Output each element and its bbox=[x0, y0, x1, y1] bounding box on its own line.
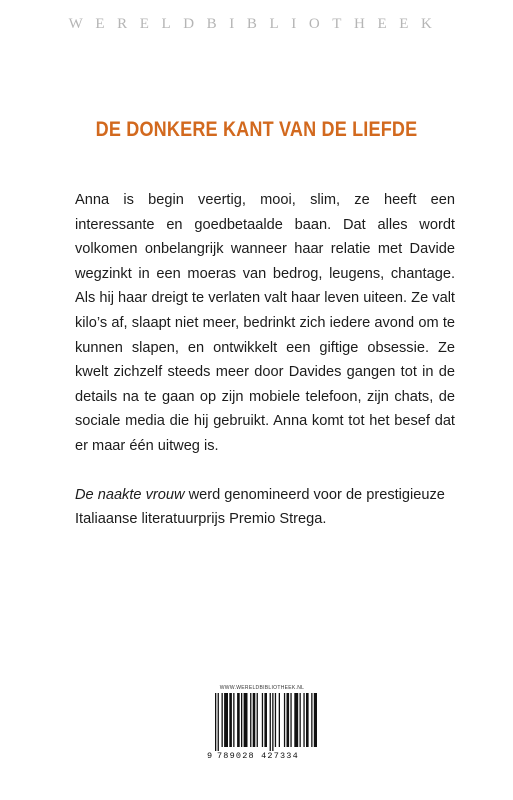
barcode-bar bbox=[300, 693, 301, 747]
barcode-bar bbox=[257, 693, 258, 747]
blurb-paragraph-1: Anna is begin veertig, mooi, slim, ze heeft een interessante en goedbetaalde baan. Dat alles wordt volkomen onbelangrijk wanneer haar relatie met Davide wegzinkt in een moeras van bedrog, leugens, chantage. Als hij haar dreigt te verlaten valt haar leven uiteen. Ze valt kilo’s af, slaapt niet meer, bedrinkt zich iedere avond om te kunnen slapen, en ontwikkelt een giftige obsessie. Ze kwelt zichzelf steeds meer door Davides gangen tot in de details na te gaan op zijn mobiele telefoon, zijn chats, de sociale media die hij gebruikt. Anna komt tot het besef dat er maar één uitweg is. bbox=[75, 192, 455, 454]
blurb-paragraph-2 bbox=[75, 483, 455, 532]
barcode-bar bbox=[233, 693, 234, 747]
barcode-icon bbox=[207, 693, 317, 751]
barcode-bar bbox=[294, 693, 298, 747]
barcode-bar bbox=[275, 693, 276, 747]
nomination-text: werd genomineerd voor de prestigieuze Italiaanse literatuurprijs Premio Strega. bbox=[75, 486, 445, 528]
barcode-bar bbox=[290, 693, 291, 747]
barcode-bar bbox=[229, 693, 232, 747]
blurb-headline: DE DONKERE KANT VAN DE LIEFDE bbox=[95, 118, 418, 141]
barcode-bar bbox=[272, 693, 273, 751]
barcode-bar bbox=[284, 693, 285, 747]
publisher-url: WWW.WERELDBIBLIOTHEEK.NL bbox=[219, 685, 305, 691]
barcode-bar bbox=[222, 693, 223, 747]
barcode-bar bbox=[270, 693, 271, 751]
barcode-bar bbox=[224, 693, 228, 747]
barcode-bar bbox=[237, 693, 240, 747]
barcode-bar bbox=[244, 693, 248, 747]
publisher-name: WERELDBIBLIOTHEEK bbox=[68, 16, 445, 32]
barcode-bar bbox=[279, 693, 280, 747]
isbn-digits: 789028 427334 bbox=[217, 751, 299, 761]
barcode-bar bbox=[250, 693, 251, 747]
barcode-block bbox=[207, 685, 317, 772]
barcode-bar bbox=[303, 693, 304, 747]
isbn-lead-digit: 9 bbox=[207, 751, 213, 761]
blurb-text bbox=[75, 188, 455, 532]
barcode-bar bbox=[311, 693, 312, 747]
barcode-bar bbox=[253, 693, 256, 747]
barcode-bar bbox=[241, 693, 242, 747]
barcode-bar bbox=[264, 693, 267, 747]
barcode-bar bbox=[306, 693, 309, 747]
barcode-bar bbox=[218, 693, 219, 751]
barcode-bar bbox=[314, 693, 317, 747]
book-title: De naakte vrouw bbox=[75, 486, 185, 503]
barcode-bar bbox=[287, 693, 290, 747]
barcode-bar bbox=[215, 693, 216, 751]
barcode-bar bbox=[262, 693, 263, 747]
